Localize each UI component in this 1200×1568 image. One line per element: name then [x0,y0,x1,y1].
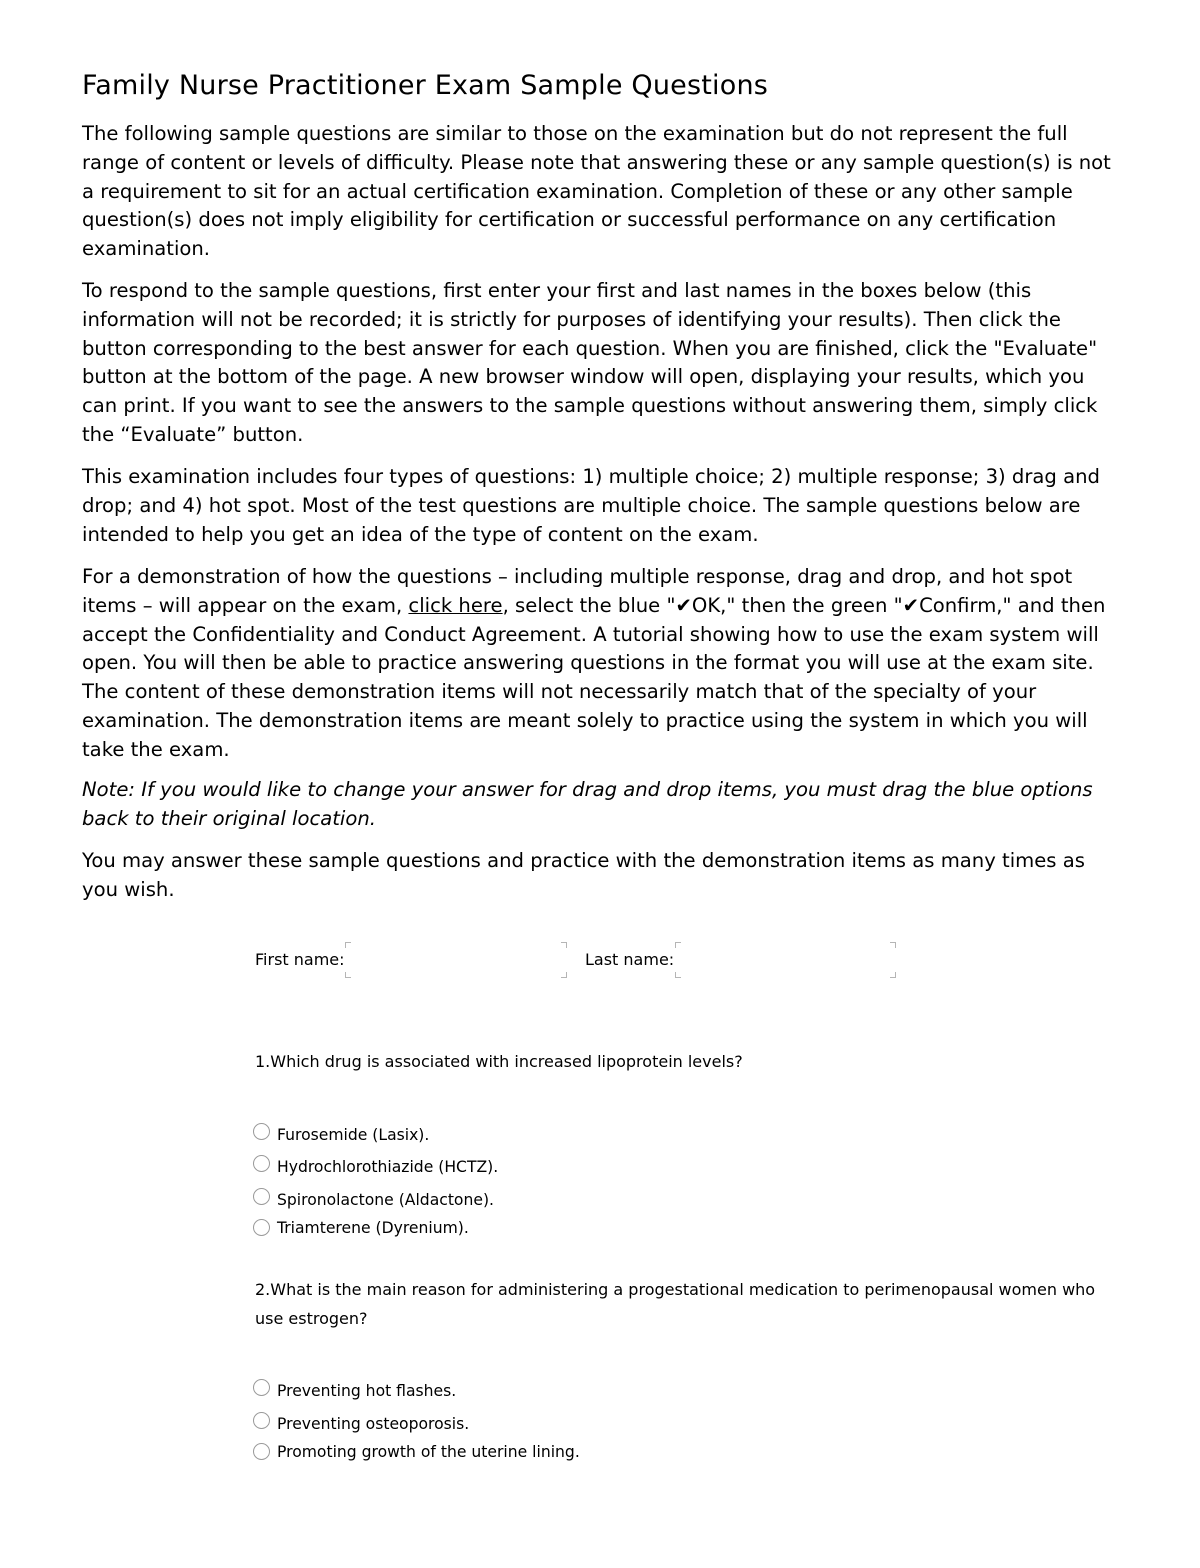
drag-drop-note: Note: If you would like to change your answer for drag and drop items, you must drag the blue options back to their original location. [82,778,1093,830]
question-1-text: 1.Which drug is associated with increased lipoprotein levels? [255,1052,743,1071]
intro-paragraph-4-start: For a demonstration of how the questions – including multiple response, drag and drop, and hot spot items – will appear on the exam, [82,565,1073,617]
last-name-box [675,942,896,978]
radio-button[interactable] [253,1188,270,1205]
radio-button[interactable] [253,1443,270,1460]
last-name-label: Last name: [585,950,675,969]
option-label: Promoting growth of the uterine lining. [277,1443,580,1461]
demo-click-here-link[interactable]: click here [408,593,503,617]
radio-button[interactable] [253,1379,270,1396]
last-name-input[interactable] [677,944,892,976]
intro-paragraph-3: This examination includes four types of questions: 1) multiple choice; 2) multiple response; 3) drag and drop; and 4) hot spot. Most of the test questions are multiple choice. The sample questions below are intended to help you get an idea of the type of content on the exam. [82,465,1100,546]
radio-button[interactable] [253,1412,270,1429]
option-label: Preventing osteoporosis. [277,1415,470,1433]
page-title: Family Nurse Practitioner Exam Sample Questions [82,70,769,101]
intro-paragraph-1: The following sample questions are similar to those on the examination but do not represent the full range of content or levels of difficulty. Please note that answering these or any sample question(s) is not a requirement to sit for an actual certification examination. Completion of these or any other sample question(s) does not imply eligibility for certification or successful performance on any certification examination. [82,122,1111,261]
radio-button[interactable] [253,1123,270,1140]
option-label: Preventing hot flashes. [277,1382,457,1400]
intro-paragraph-4 [82,563,1118,765]
option-label: Furosemide (Lasix). [277,1126,430,1144]
intro-paragraph-2: To respond to the sample questions, first enter your first and last names in the boxes below (this information will not be recorded; it is strictly for purposes of identifying your results). Then click the button corresponding to the best answer for each question. When you are finished, click the "Evaluate" button at the bottom of the page. A new browser window will open, displaying your results, which you can print. If you want to see the answers to the sample questions without answering them, simply click the “Evaluate” button. [82,279,1098,446]
question-2-text: 2.What is the main reason for administering a progestational medication to perimenopausal women who use estrogen? [255,1280,1096,1328]
name-form [0,942,1200,978]
radio-button[interactable] [253,1155,270,1172]
first-name-label: First name: [255,950,345,969]
first-name-input[interactable] [347,944,563,976]
option-label: Hydrochlorothiazide (HCTZ). [277,1158,499,1176]
intro-paragraph-4-end: , select the blue "✔OK," then the green "✔Confirm," and then accept the Confidentiality and Conduct Agreement. A tutorial showing how to use the exam system will open. You will then be able to practice answering questions in the format you will use at the exam site. The content of these demonstration items will not necessarily match that of the specialty of your examination. The demonstration items are meant solely to practice using the system in which you will take the exam. [82,593,1106,761]
radio-button[interactable] [253,1219,270,1236]
option-label: Spironolactone (Aldactone). [277,1191,494,1209]
option-label: Triamterene (Dyrenium). [277,1219,469,1237]
first-name-box [345,942,567,978]
intro-paragraph-5: You may answer these sample questions and practice with the demonstration items as many times as you wish. [82,849,1085,901]
